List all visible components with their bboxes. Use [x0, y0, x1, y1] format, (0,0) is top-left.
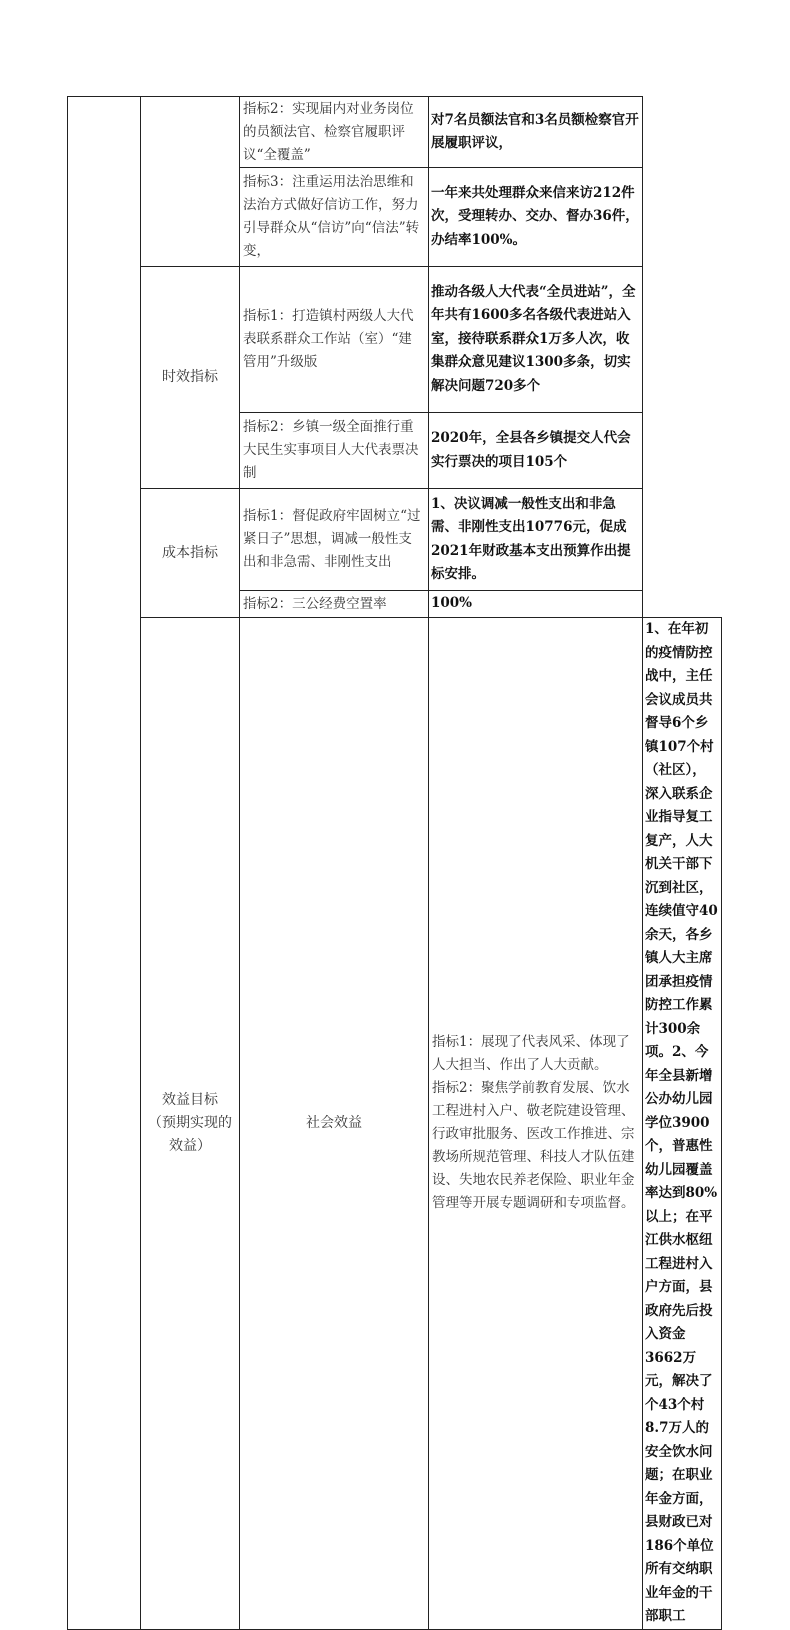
category-cell — [141, 97, 240, 267]
indicator-cell: 指标3：注重运用法治思维和法治方式做好信访工作，努力引导群众从“信访”向“信法”转变， — [240, 168, 429, 267]
value-cell: 对7名员额法官和3名员额检察官开展履职评议， — [429, 97, 643, 168]
category-cell: 时效指标 — [141, 267, 240, 489]
category-cell: 成本指标 — [141, 489, 240, 618]
value-cell: 1、在年初的疫情防控战中，主任会议成员共督导6个乡镇107个村（社区），深入联系企业指导复工复产，人大机关干部下沉到社区，连续值守40余天，各乡镇人大主席团承担疫情防控工作累计300余项。2、今年全县新增公办幼儿园学位3900个，普惠性幼儿园覆盖率达到80%以上；在平江供水枢纽工程进村入户方面，县政府先后投入资金3662万元，解决了个43个村8.7万人的安全饮水问题；在职业年金方面，县财政已对186个单位所有交纳职业年金的干部职工 — [643, 618, 722, 1630]
indicator-cell: 指标2：实现届内对业务岗位的员额法官、检察官履职评议“全覆盖” — [240, 97, 429, 168]
value-cell: 一年来共处理群众来信来访212件次，受理转办、交办、督办36件，办结率100%。 — [429, 168, 643, 267]
category-cell: 社会效益 — [240, 618, 429, 1630]
table-row — [68, 267, 722, 413]
benefit-goal-label: 效益） — [169, 1137, 211, 1154]
value-cell: 100% — [429, 591, 643, 618]
indicator-paragraph: 指标1：展现了代表风采、体现了人大担当、作出了人大贡献。 — [432, 1034, 630, 1074]
value-cell: 2020年，全县各乡镇提交人代会实行票决的项目105个 — [429, 413, 643, 489]
table-row — [68, 97, 722, 168]
indicator-cell: 指标1：打造镇村两级人大代表联系群众工作站（室）“建管用”升级版 — [240, 267, 429, 413]
indicator-cell: 指标2：三公经费空置率 — [240, 591, 429, 618]
table-row — [68, 618, 722, 1630]
benefit-goal-label: 效益目标 — [162, 1091, 218, 1108]
indicator-cell: 指标1：督促政府牢固树立“过紧日子”思想，调减一般性支出和非急需、非刚性支出 — [240, 489, 429, 591]
indicator-cell — [429, 618, 643, 1630]
outer-category-cell — [68, 97, 141, 1630]
value-cell: 1、决议调减一般性支出和非急需、非刚性支出10776元，促成2021年财政基本支出预算作出提标安排。 — [429, 489, 643, 591]
indicator-paragraph: 指标2：聚焦学前教育发展、饮水工程进村入户、敬老院建设管理、行政审批服务、医改工作推进、宗教场所规范管理、科技人才队伍建设、失地农民养老保险、职业年金管理等开展专题调研和专项监督。 — [432, 1080, 635, 1212]
value-cell: 推动各级人大代表“全员进站”，全年共有1600多名各级代表进站入室，接待联系群众1万多人次，收集群众意见建议1300多条，切实解决问题720多个 — [429, 267, 643, 413]
benefit-goal-label: （预期实现的 — [148, 1114, 232, 1131]
table-row — [68, 489, 722, 591]
performance-table — [67, 96, 722, 1630]
indicator-cell: 指标2：乡镇一级全面推行重大民生实事项目人大代表票决制 — [240, 413, 429, 489]
category-cell — [141, 618, 240, 1630]
